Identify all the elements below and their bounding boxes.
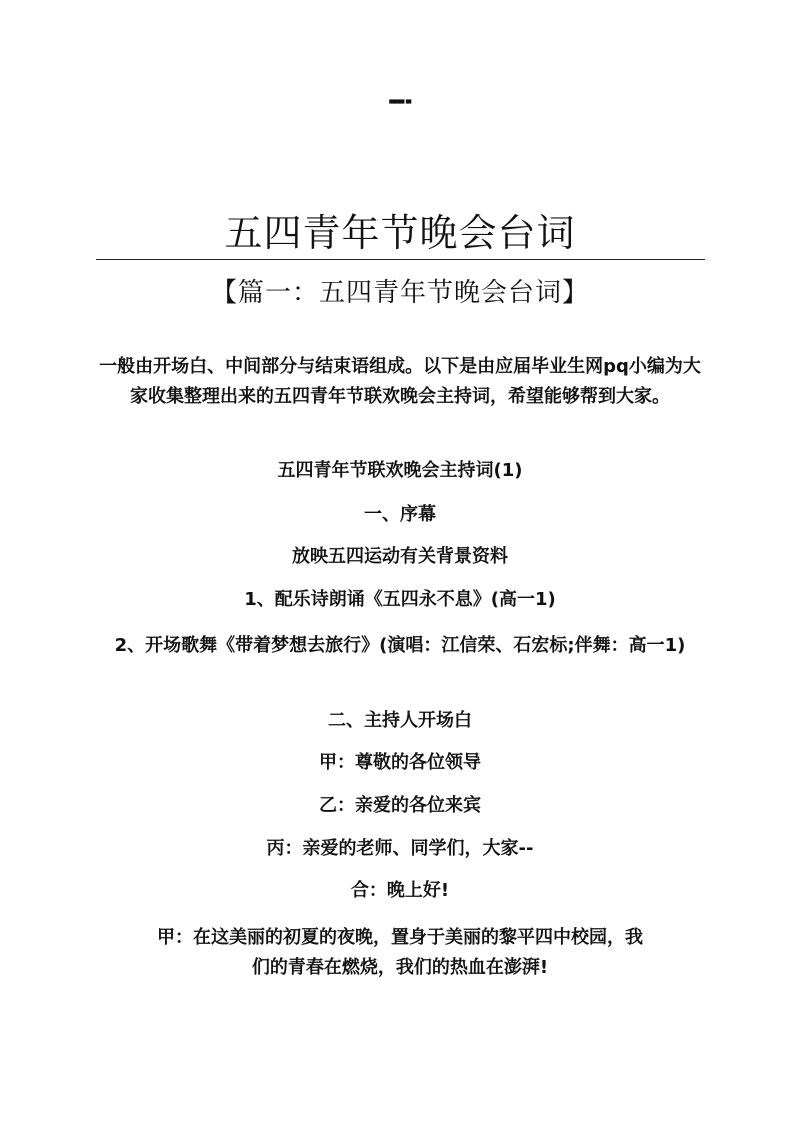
section-opening: 二、主持人开场白	[328, 710, 472, 731]
dialogue-line: 甲：尊敬的各位领导	[319, 752, 481, 773]
document-title: 五四青年节晚会台词	[224, 211, 576, 255]
dialogue-line: 丙：亲爱的老师、同学们，大家--	[266, 838, 534, 859]
dialogue-line: 乙：亲爱的各位来宾	[319, 795, 481, 816]
header-mark: ▀▀▀ ▀	[389, 100, 411, 108]
script-line: 放映五四运动有关背景资料	[292, 546, 508, 567]
section-title: 【篇一：五四青年节晚会台词】	[210, 278, 589, 308]
dialogue-line: 甲：在这美丽的初夏的夜晚，置身于美丽的黎平四中校园，我们的青春在燃烧，我们的热血在澎湃!	[157, 927, 643, 978]
program-item: 1、配乐诗朗诵《五四永不息》(高一1)	[244, 589, 556, 610]
script-heading: 五四青年节联欢晚会主持词(1)	[277, 460, 523, 481]
title-divider	[96, 259, 705, 260]
dialogue-line: 合：晚上好!	[350, 880, 450, 901]
section-prelude: 一、序幕	[364, 504, 436, 525]
intro-paragraph: 一般由开场白、中间部分与结束语组成。以下是由应届毕业生网pq小编为大家收集整理出来的五四青年节联欢晚会主持词，希望能够帮到大家。	[99, 356, 701, 407]
program-item: 2、开场歌舞《带着梦想去旅行》(演唱：江信荣、石宏标;伴舞：高一1)	[114, 635, 686, 656]
